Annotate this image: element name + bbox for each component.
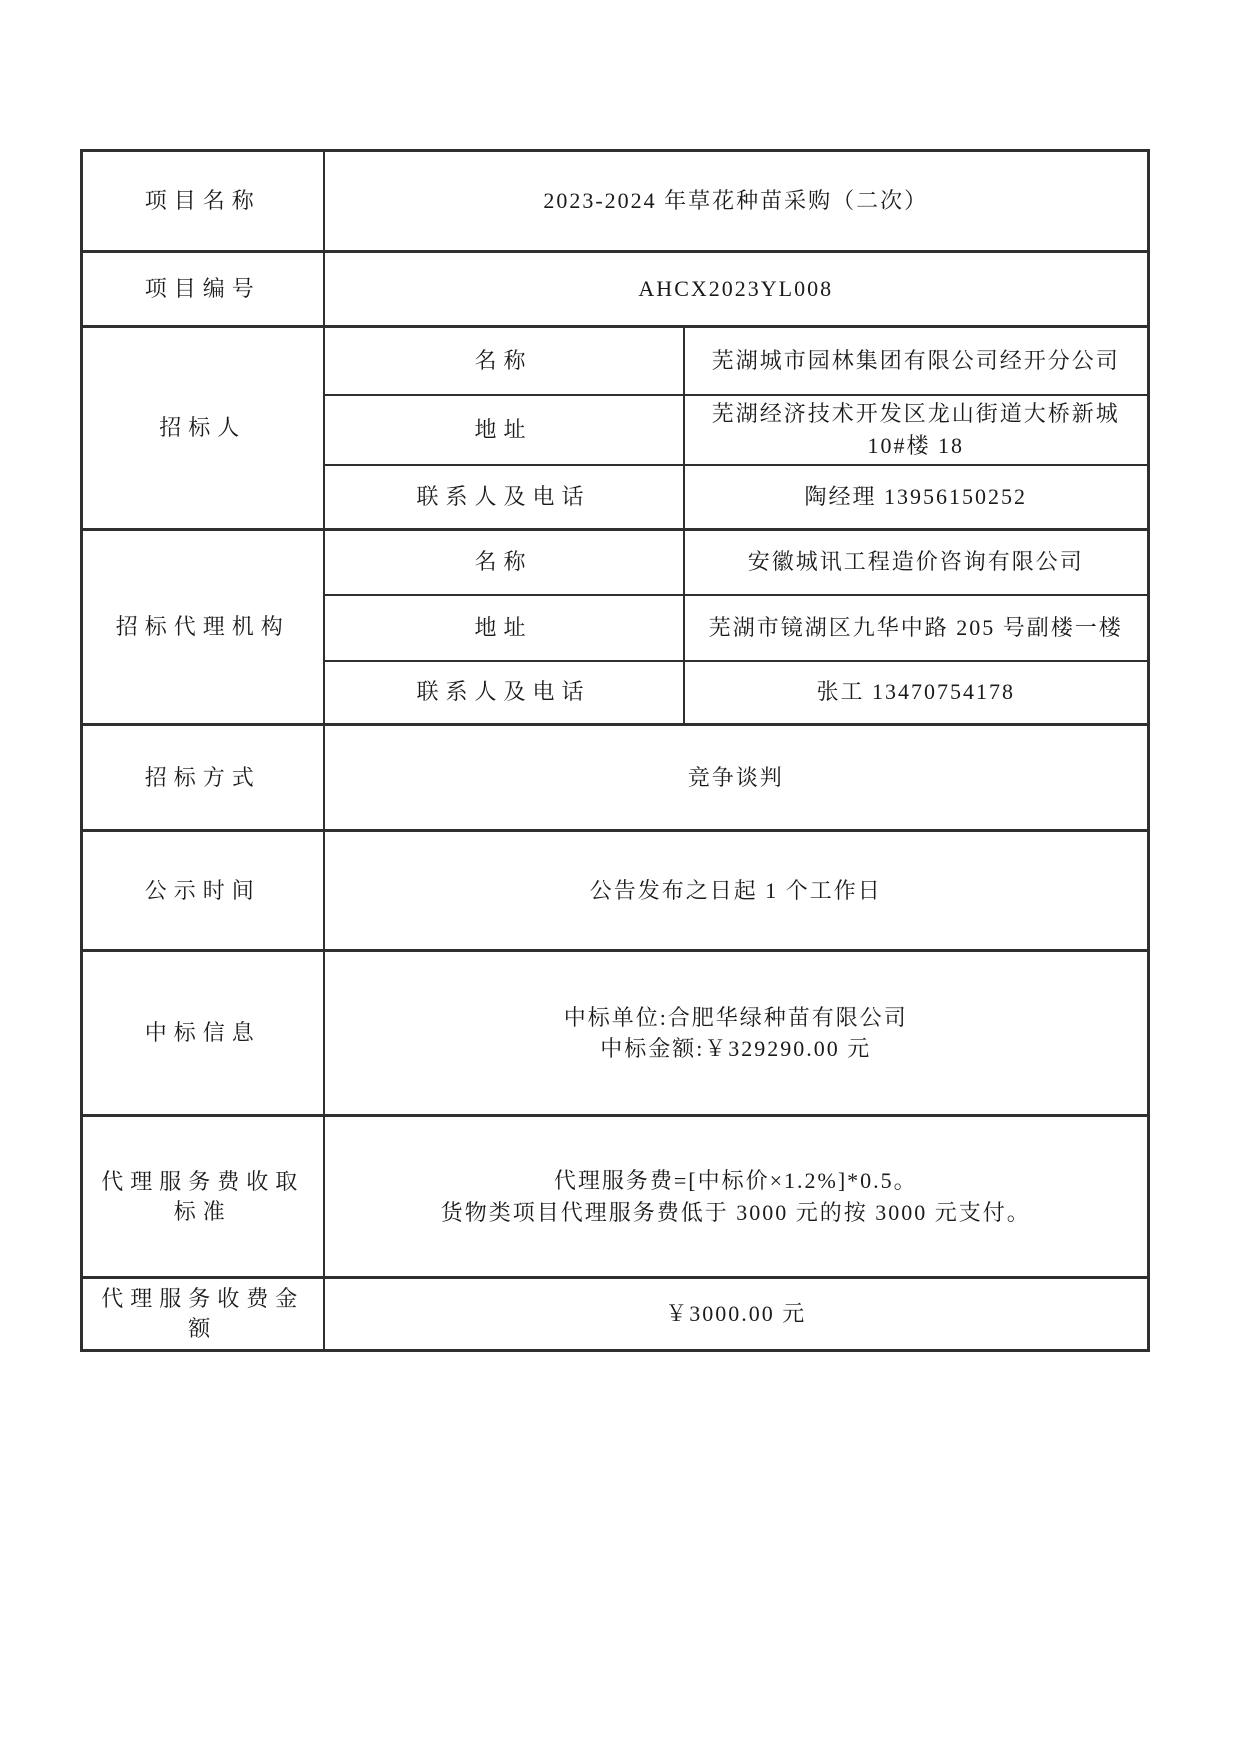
agency-name-value: 安徽城讯工程造价咨询有限公司 [684, 530, 1149, 595]
row-agency-name [82, 530, 1149, 595]
tenderer-contact-label: 联系人及电话 [324, 465, 684, 530]
agency-fee-standard-label: 代理服务费收取标准 [82, 1116, 324, 1278]
tenderer-name-value: 芜湖城市园林集团有限公司经开分公司 [684, 327, 1149, 395]
fee-minimum-line: 货物类项目代理服务费低于 3000 元的按 3000 元支付。 [440, 1199, 1031, 1225]
project-name-value: 2023-2024 年草花种苗采购（二次） [324, 151, 1149, 252]
agency-name-label: 名称 [324, 530, 684, 595]
method-label: 招标方式 [82, 725, 324, 831]
tenderer-contact-value: 陶经理 13956150252 [684, 465, 1149, 530]
row-publicity-period [82, 831, 1149, 951]
agency-fee-amount-value: ￥3000.00 元 [324, 1278, 1149, 1351]
agency-address-value: 芜湖市镜湖区九华中路 205 号副楼一楼 [684, 595, 1149, 661]
row-tenderer-name [82, 327, 1149, 395]
tenderer-address-label: 地址 [324, 395, 684, 465]
announcement-table [80, 149, 1150, 1352]
project-number-label: 项目编号 [82, 252, 324, 327]
row-project-number [82, 252, 1149, 327]
method-value: 竞争谈判 [324, 725, 1149, 831]
agency-contact-value: 张工 13470754178 [684, 661, 1149, 725]
award-winner-line: 中标单位:合肥华绿种苗有限公司 [563, 1005, 908, 1030]
tenderer-address-value: 芜湖经济技术开发区龙山街道大桥新城 10#楼 18 [684, 395, 1149, 465]
publicity-period-label: 公示时间 [82, 831, 324, 951]
row-method [82, 725, 1149, 831]
award-amount-line: 中标金额:￥329290.00 元 [600, 1036, 872, 1061]
agency-fee-standard-value [324, 1116, 1149, 1278]
agency-contact-label: 联系人及电话 [324, 661, 684, 725]
agency-address-label: 地址 [324, 595, 684, 661]
award-info-label: 中标信息 [82, 951, 324, 1116]
publicity-period-value: 公告发布之日起 1 个工作日 [324, 831, 1149, 951]
tenderer-name-label: 名称 [324, 327, 684, 395]
row-agency-fee-amount [82, 1278, 1149, 1351]
fee-formula-line: 代理服务费=[中标价×1.2%]*0.5。 [553, 1167, 918, 1193]
row-award-info [82, 951, 1149, 1116]
row-agency-fee-standard [82, 1116, 1149, 1278]
award-info-value [324, 951, 1149, 1116]
agency-fee-amount-label: 代理服务收费金额 [82, 1278, 324, 1351]
agency-label: 招标代理机构 [82, 530, 324, 725]
row-project-name [82, 151, 1149, 252]
project-number-value: AHCX2023YL008 [324, 252, 1149, 327]
tenderer-label: 招标人 [82, 327, 324, 530]
project-name-label: 项目名称 [82, 151, 324, 252]
